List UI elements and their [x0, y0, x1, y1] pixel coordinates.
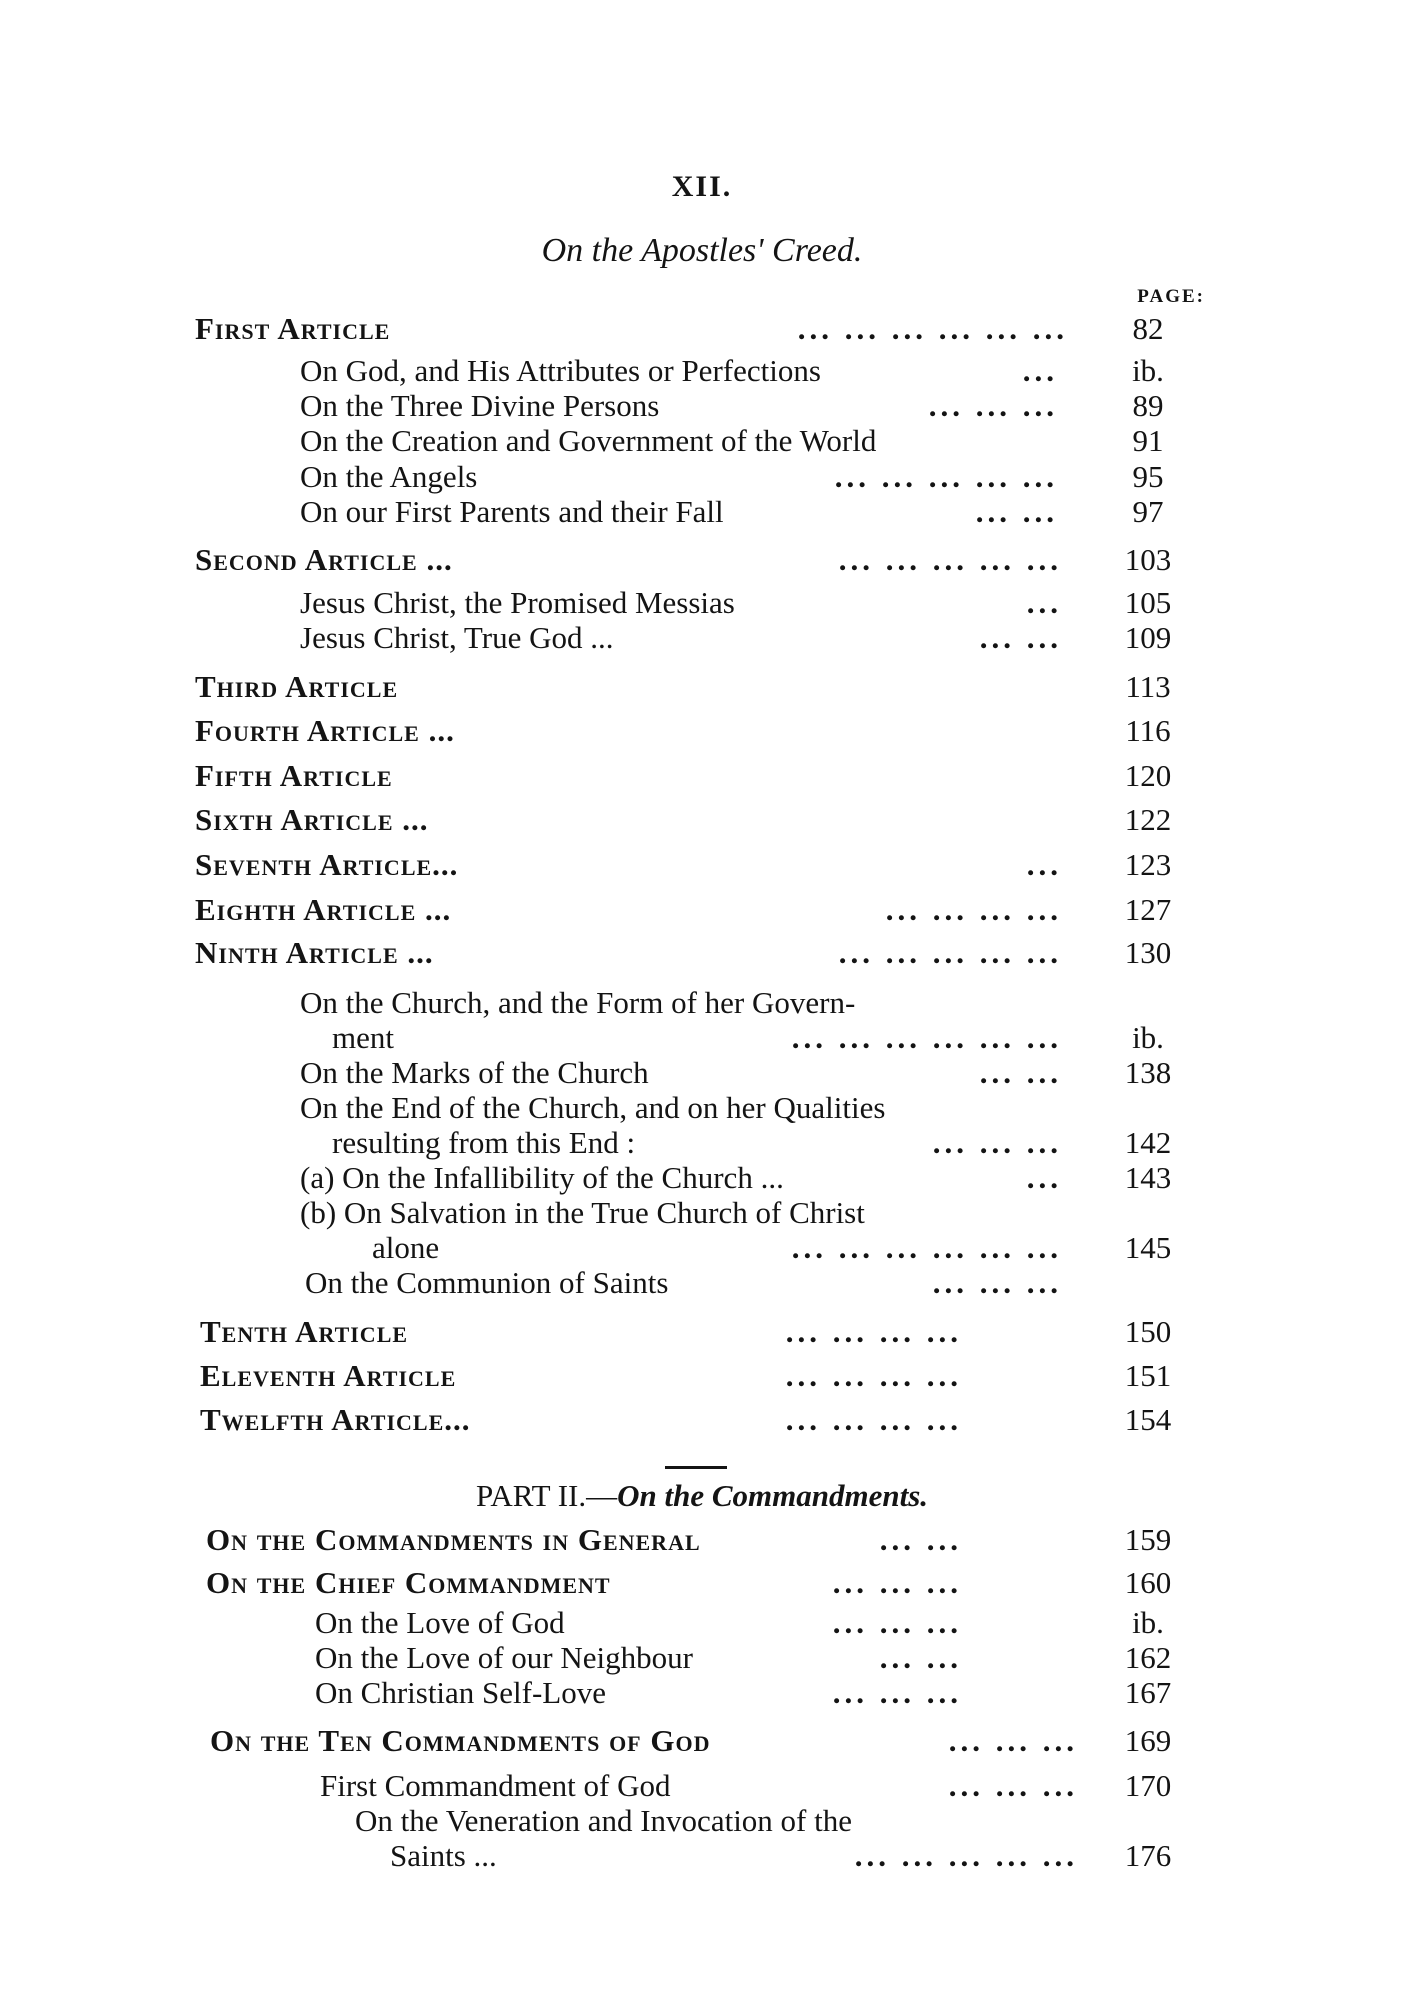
page-ref: ib.	[1132, 1605, 1164, 1640]
toc-entry	[0, 311, 1404, 347]
dot-leader: ...	[1026, 585, 1062, 620]
entry-title: (b) On Salvation in the True Church of Christ	[300, 1195, 865, 1230]
page-ref: 151	[1124, 1358, 1172, 1393]
dot-leader: ... ... ... ...	[785, 1402, 962, 1437]
page-ref: 120	[1124, 758, 1172, 793]
entry-title: On the Commandments in General	[206, 1522, 701, 1557]
page-ref: 138	[1124, 1055, 1172, 1090]
dot-leader: ... ... ... ... ...	[838, 542, 1062, 577]
entry-title: Fifth Article	[195, 758, 393, 793]
page-ref: ib.	[1132, 353, 1164, 388]
page-ref: 143	[1124, 1160, 1172, 1195]
toc-entry	[0, 1055, 1404, 1091]
entry-title: First Article	[195, 311, 391, 346]
page-ref: 160	[1124, 1565, 1172, 1600]
page-ref: 150	[1124, 1314, 1172, 1349]
entry-title: Fourth Article ...	[195, 713, 455, 748]
toc-entry	[0, 1230, 1404, 1266]
toc-entry	[0, 1125, 1404, 1161]
entry-title: Jesus Christ, True God ...	[300, 620, 614, 655]
entry-title: alone	[372, 1230, 440, 1265]
page-ref: 105	[1124, 585, 1172, 620]
dot-leader: ...	[1022, 353, 1058, 388]
page-ref: 97	[1132, 494, 1164, 529]
part-two-heading	[0, 1478, 1404, 1514]
page-ref: 176	[1124, 1838, 1172, 1873]
entry-title: On our First Parents and their Fall	[300, 494, 724, 529]
toc-entry	[0, 494, 1404, 530]
page-ref: 91	[1132, 423, 1164, 458]
entry-title: Seventh Article...	[195, 847, 459, 882]
entry-title: Tenth Article	[200, 1314, 409, 1349]
toc-entry	[0, 1090, 1404, 1126]
dot-leader: ...	[1026, 847, 1062, 882]
entry-title: On the End of the Church, and on her Qualities	[300, 1090, 886, 1125]
page-ref: 169	[1124, 1723, 1172, 1758]
dot-leader: ... ...	[979, 1055, 1062, 1090]
toc-entry	[0, 1838, 1404, 1874]
entry-title: On the Three Divine Persons	[300, 388, 660, 423]
page-ref: 123	[1124, 847, 1172, 882]
dot-leader: ... ... ... ... ... ...	[791, 1020, 1062, 1055]
entry-title: Eighth Article ...	[195, 892, 452, 927]
toc-entry	[0, 1768, 1404, 1804]
entry-title: Saints ...	[390, 1838, 497, 1873]
entry-title: Second Article ...	[195, 542, 453, 577]
section-title: On the Apostles' Creed.	[541, 232, 863, 269]
toc-entry	[0, 1675, 1404, 1711]
toc-entry	[0, 388, 1404, 424]
toc-entry	[0, 1522, 1404, 1558]
dot-leader: ... ... ...	[932, 1265, 1062, 1300]
toc-entry	[0, 585, 1404, 621]
entry-title: On Christian Self-Love	[315, 1675, 607, 1710]
entry-title: On the Love of our Neighbour	[315, 1640, 693, 1675]
toc-entry	[0, 935, 1404, 971]
page-ref: 95	[1132, 459, 1164, 494]
page-ref: 109	[1124, 620, 1172, 655]
page-ref: 162	[1124, 1640, 1172, 1675]
toc-entry	[0, 1160, 1404, 1196]
dot-leader: ...	[1026, 1160, 1062, 1195]
page-number: XII.	[671, 170, 733, 203]
entry-title: (a) On the Infallibility of the Church ...	[300, 1160, 784, 1195]
toc-entry	[0, 847, 1404, 883]
entry-title: On the Communion of Saints	[305, 1265, 669, 1300]
page-ref: 82	[1132, 311, 1164, 346]
toc-entry	[0, 1723, 1404, 1759]
entry-title: Sixth Article ...	[195, 802, 429, 837]
entry-title: Jesus Christ, the Promised Messias	[300, 585, 735, 620]
page-ref: 145	[1124, 1230, 1172, 1265]
page-ref: 154	[1124, 1402, 1172, 1437]
entry-title: On the Veneration and Invocation of the	[355, 1803, 852, 1838]
toc-entry	[0, 713, 1404, 749]
entry-title: On the Angels	[300, 459, 478, 494]
dot-leader: ... ...	[979, 620, 1062, 655]
entry-title: On the Marks of the Church	[300, 1055, 649, 1090]
page-ref: 167	[1124, 1675, 1172, 1710]
dot-leader: ... ... ...	[928, 388, 1058, 423]
dot-leader: ... ... ... ... ... ...	[797, 311, 1068, 346]
dot-leader: ... ... ...	[948, 1768, 1078, 1803]
toc-entry	[0, 1565, 1404, 1601]
toc-entry	[0, 1358, 1404, 1394]
entry-title: On God, and His Attributes or Perfections	[300, 353, 821, 388]
dot-leader: ... ... ... ...	[785, 1358, 962, 1393]
toc-entry	[0, 353, 1404, 389]
toc-entry	[0, 1605, 1404, 1641]
dot-leader: ... ... ... ... ...	[854, 1838, 1078, 1873]
entry-title: Ninth Article ...	[195, 935, 434, 970]
toc-entry	[0, 669, 1404, 705]
dot-leader: ... ...	[879, 1640, 962, 1675]
part-two-title: On the Commandments.	[617, 1478, 929, 1513]
entry-title: Twelfth Article...	[200, 1402, 471, 1437]
entry-title: First Commandment of God	[320, 1768, 671, 1803]
page-ref: ib.	[1132, 1020, 1164, 1055]
page-ref: 142	[1124, 1125, 1172, 1160]
toc-entry	[0, 892, 1404, 928]
dot-leader: ... ... ... ...	[785, 1314, 962, 1349]
entry-title: On the Love of God	[315, 1605, 565, 1640]
toc-entry	[0, 1402, 1404, 1438]
part-two-prefix: PART II.—	[475, 1478, 618, 1513]
dot-leader: ... ... ...	[832, 1605, 962, 1640]
page-ref: 103	[1124, 542, 1172, 577]
toc-entry	[0, 802, 1404, 838]
page-ref: 127	[1124, 892, 1172, 927]
page-ref: 170	[1124, 1768, 1172, 1803]
toc-entry	[0, 542, 1404, 578]
entry-title: Eleventh Article	[200, 1358, 457, 1393]
dot-leader: ... ... ...	[832, 1565, 962, 1600]
dot-leader: ... ... ... ... ...	[838, 935, 1062, 970]
dot-leader: ... ... ...	[948, 1723, 1078, 1758]
dot-leader: ... ...	[879, 1522, 962, 1557]
page-ref: 89	[1132, 388, 1164, 423]
page-ref: 113	[1125, 669, 1171, 704]
divider-rule	[665, 1466, 727, 1469]
toc-entry	[0, 1265, 1404, 1301]
dot-leader: ... ... ... ...	[885, 892, 1062, 927]
toc-entry	[0, 1020, 1404, 1056]
page-column-label: PAGE:	[1137, 286, 1205, 307]
dot-leader: ... ... ... ... ... ...	[791, 1230, 1062, 1265]
dot-leader: ... ... ...	[932, 1125, 1062, 1160]
toc-entry	[0, 1803, 1404, 1839]
entry-title: Third Article	[195, 669, 399, 704]
toc-entry	[0, 1314, 1404, 1350]
toc-entry	[0, 985, 1404, 1021]
toc-entry	[0, 1640, 1404, 1676]
page-ref: 130	[1124, 935, 1172, 970]
dot-leader: ... ... ...	[832, 1675, 962, 1710]
entry-title: On the Chief Commandment	[206, 1565, 611, 1600]
toc-entry	[0, 459, 1404, 495]
entry-title: resulting from this End :	[332, 1125, 636, 1160]
entry-title: ment	[332, 1020, 394, 1055]
dot-leader: ... ... ... ... ...	[834, 459, 1058, 494]
toc-entry	[0, 1195, 1404, 1231]
page-ref: 159	[1124, 1522, 1172, 1557]
toc-entry	[0, 620, 1404, 656]
entry-title: On the Ten Commandments of God	[210, 1723, 711, 1758]
toc-entry	[0, 423, 1404, 459]
entry-title: On the Creation and Government of the World	[300, 423, 877, 458]
dot-leader: ... ...	[975, 494, 1058, 529]
page-ref: 116	[1125, 713, 1171, 748]
toc-entry	[0, 758, 1404, 794]
entry-title: On the Church, and the Form of her Govern-	[300, 985, 856, 1020]
page-ref: 122	[1124, 802, 1172, 837]
